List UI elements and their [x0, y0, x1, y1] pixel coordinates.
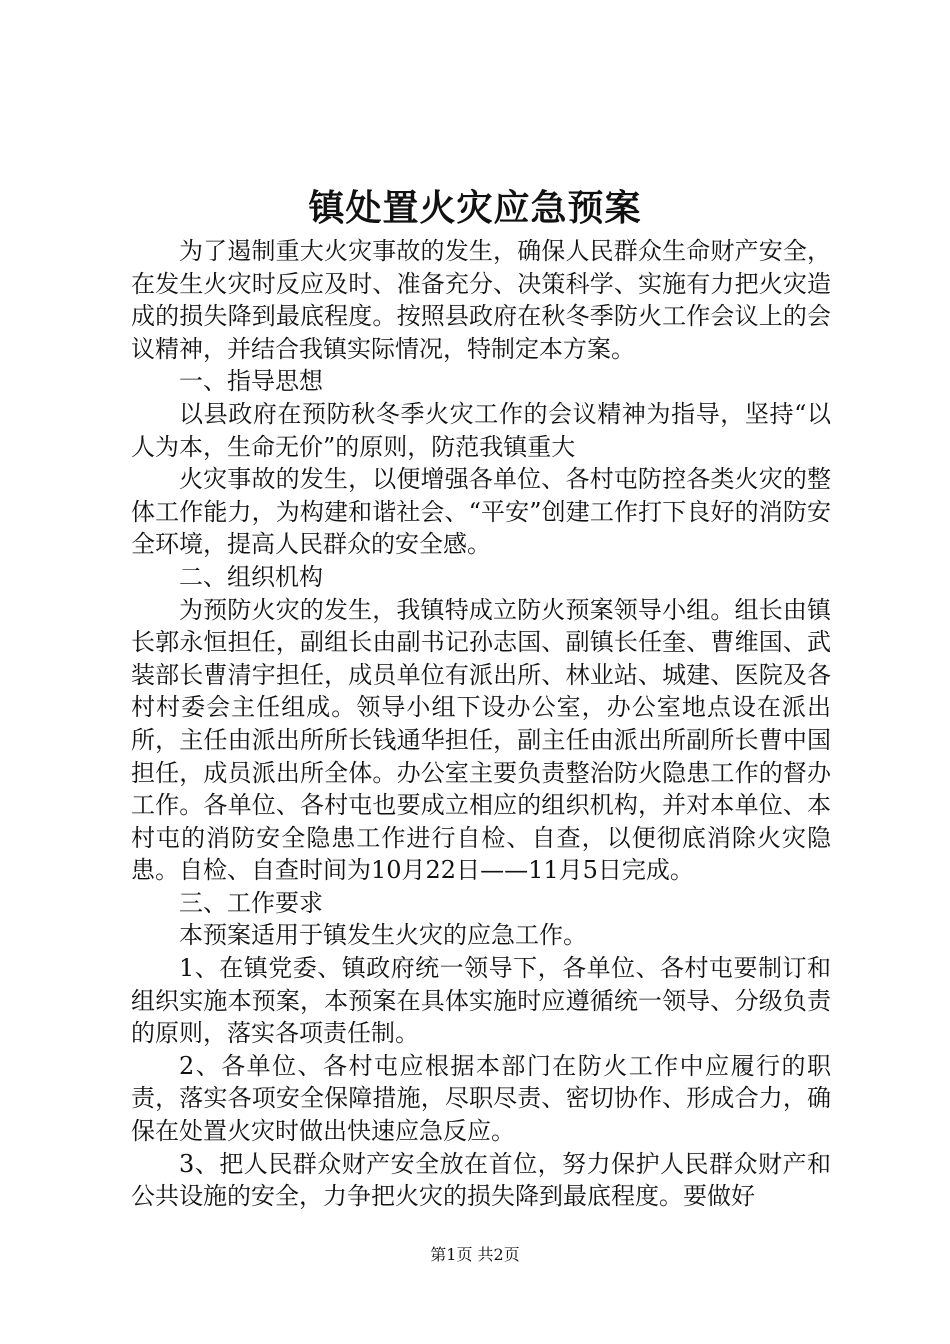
paragraph-requirement-2: 2、各单位、各村屯应根据本部门在防火工作中应履行的职责，落实各项安全保障措施，尽职尽责、密切协作、形成合力，确保在处置火灾时做出快速应急反应。 — [131, 1051, 831, 1146]
document-body — [131, 235, 831, 1213]
paragraph-guiding-thought: 以县政府在预防秋冬季火灾工作的会议精神为指导，坚持“以人为本，生命无价”的原则，防范我镇重大 — [131, 399, 831, 461]
paragraph-requirement-1: 1、在镇党委、镇政府统一领导下，各单位、各村屯要制订和组织实施本预案，本预案在具体实施时应遵循统一领导、分级负责的原则，落实各项责任制。 — [131, 954, 831, 1048]
paragraph-guiding-thought-cont: 火灾事故的发生，以便增强各单位、各村屯防控各类火灾的整体工作能力，为构建和谐社会、“平安”创建工作打下良好的消防安全环境，提高人民群众的安全感。 — [131, 465, 831, 559]
section-heading-guiding-thought: 一、指导思想 — [179, 367, 323, 396]
paragraph-requirement-3: 3、把人民群众财产安全放在首位，努力保护人民群众财产和公共设施的安全，力争把火灾的损失降到最底程度。要做好 — [131, 1149, 831, 1211]
paragraph-intro: 为了遏制重大火灾事故的发生，确保人民群众生命财产安全，在发生火灾时反应及时、准备充分、决策科学、实施有力把火灾造成的损失降到最底程度。按照县政府在秋冬季防火工作会议上的会议精神，并结合我镇实际情况，特制定本方案。 — [131, 237, 831, 363]
page-footer: 第1页 共2页 — [430, 1245, 520, 1264]
paragraph-scope: 本预案适用于镇发生火灾的应急工作。 — [179, 921, 587, 950]
document-title: 镇处置火灾应急预案 — [308, 187, 642, 229]
paragraph-organization: 为预防火灾的发生，我镇特成立防火预案领导小组。组长由镇长郭永恒担任，副组长由副书记孙志国、副镇长任奎、曹维国、武装部长曹清宇担任，成员单位有派出所、林业站、城建、医院及各村村委会主任组成。领导小组下设办公室，办公室地点设在派出所，主任由派出所所长钱通华担任，副主任由派出所副所长曹中国担任，成员派出所全体。办公室主要负责整治防火隐患工作的督办工作。各单位、各村屯也要成立相应的组织机构，并对本单位、本村屯的消防安全隐患工作进行自检、自查，以便彻底消除火灾隐患。自检、自查时间为10月22日——11月5日完成。 — [131, 595, 831, 885]
section-heading-requirements: 三、工作要求 — [179, 888, 323, 917]
section-heading-organization: 二、组织机构 — [179, 562, 323, 591]
